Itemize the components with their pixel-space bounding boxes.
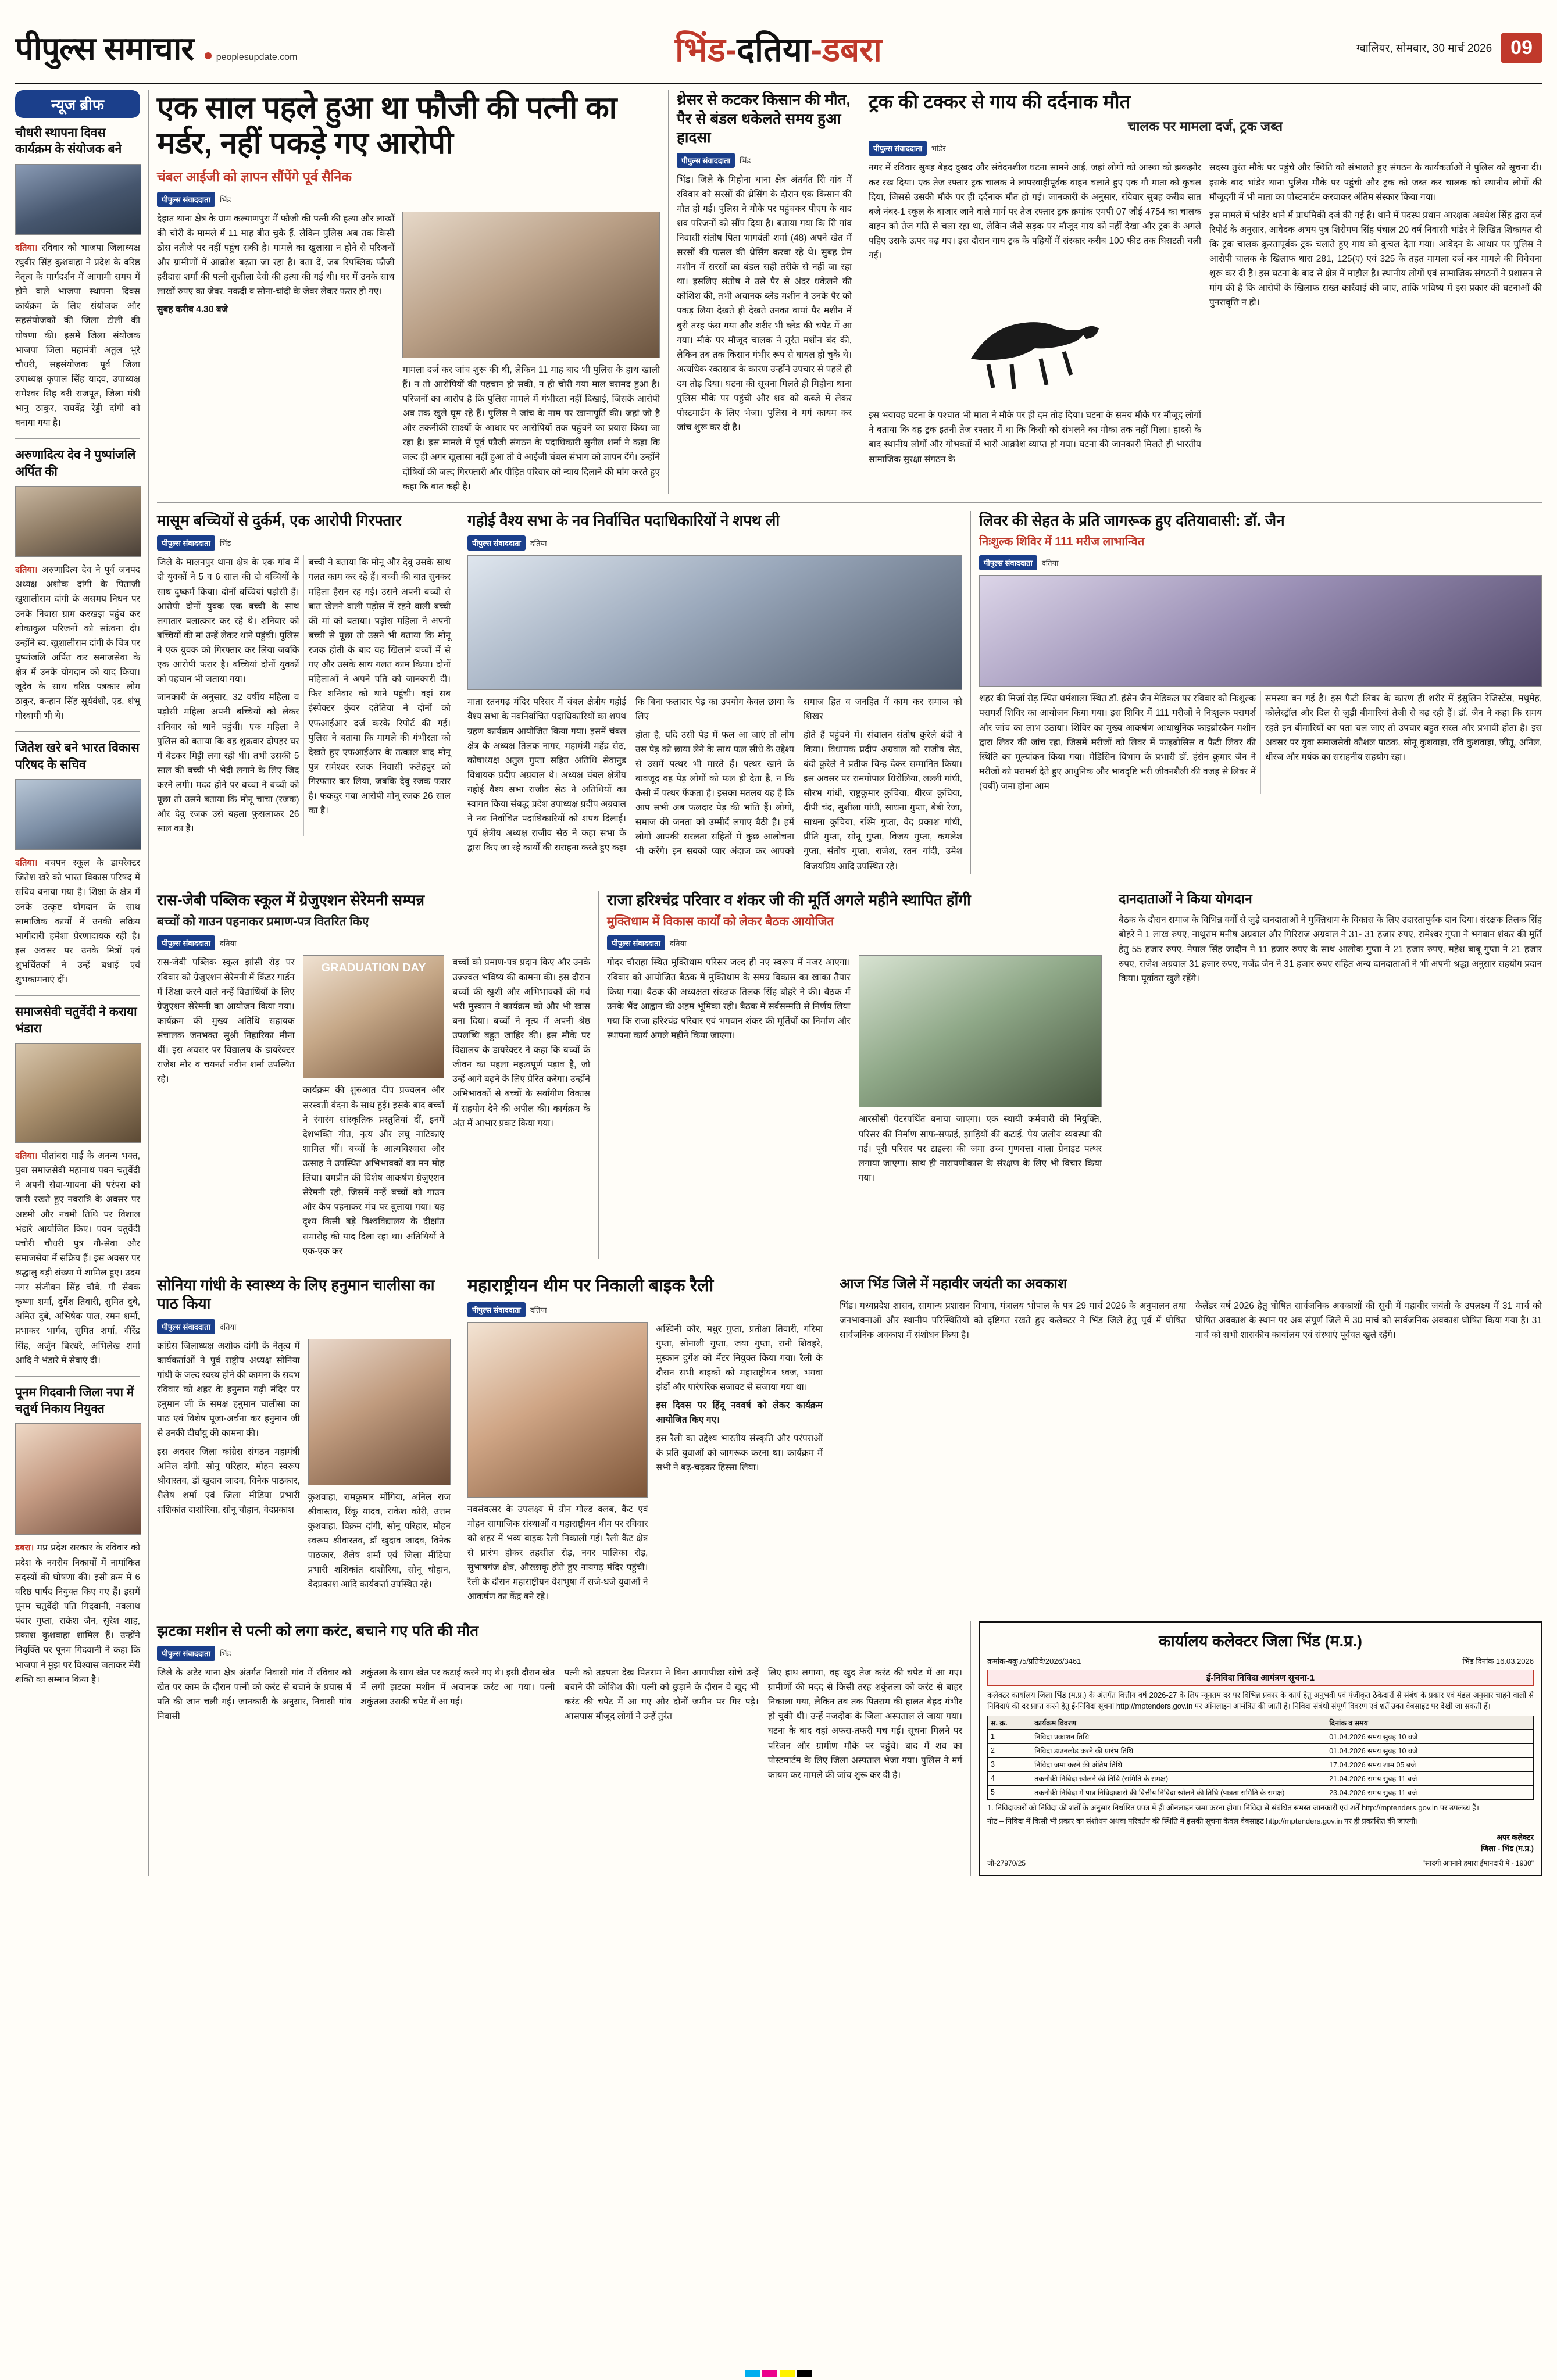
- edition-left: भिंड-: [675, 30, 737, 69]
- brief-title: जितेश खरे बने भारत विकास परिषद के सचिव: [15, 741, 140, 771]
- news-brief-column: [15, 90, 149, 1876]
- gahoi-story: [459, 511, 971, 874]
- raas-col-2: [303, 955, 445, 1258]
- byline-tag: पीपुल्स संवाददाता: [677, 153, 735, 168]
- raas-col-1: [157, 955, 295, 1258]
- cyan-swatch: [745, 2370, 760, 2377]
- tender-schedule-table: [987, 1716, 1534, 1800]
- brief-item: [15, 740, 140, 987]
- brief-city: दतिया।: [15, 564, 38, 575]
- sonia-paragraph: इस अवसर जिला कांग्रेस संगठन महामंत्री अनिल दांगी, सोनू परिहार, मोहन स्वरूप श्रीवास्तव, डॉ खुदाव जादव, विनेक पाठकार, शैलेष शर्मा एवं जिला मीडिया प्रभारी शशिकांत दाशोरिया, सोनू चौहान, वेदप्रकाश: [157, 1446, 300, 1515]
- tender-box: [979, 1621, 1542, 1876]
- brief-text: बचपन स्कूल के डायरेक्टर जितेश खरे को भारत विकास परिषद में सचिव बनाया गया है। शिक्षा के क्षेत्र में उनके उत्कृष्ट योगदान के साथ सामाजिक कार्यों में उनकी सक्रिय भागीदारी हमेशा प्रेरणादायक रही है। इस अवसर पर उनके मित्रों एवं शुभचिंतकों ने उन्हें बधाई एवं शुभकामनाएं दीं।: [15, 858, 140, 985]
- yellow-swatch: [780, 2370, 795, 2377]
- top-section: [157, 90, 1542, 494]
- magenta-swatch: [762, 2370, 777, 2377]
- cow-paragraph: सदस्य तुरंत मौके पर पहुंचे और स्थिति को संभालते हुए संगठन के कार्यकर्ताओं ने पुलिस को सूचना दी। इसके बाद भांडेर थाना पुलिस मौके पर पहुंची और ट्रक को जब्त कर चालक को स्थानीय लोगों की मौजूदगी में भी माता का पोस्टमार्टम करवाकर अंतिम संस्कार किया गया।: [1209, 163, 1542, 202]
- bike-col-1: [467, 1322, 648, 1604]
- brief-body: [15, 241, 140, 431]
- cell-sno: 1: [988, 1729, 1031, 1743]
- byline-place: दतिया: [219, 939, 237, 948]
- tender-footer: [987, 1858, 1534, 1868]
- brief-text: मप्र प्रदेश सरकार के रविवार को प्रदेश के नगरीय निकायों में नामांकित सदस्यों की घोषणा की। इसी क्रम में 6 वरिष्ठ पार्षद नियुक्त किए गए हैं। इसमें पूनम चतुर्वेदी पति गिदवानी, नवलाथ पंवार गुप्ता, राकेश जैन, सुरेश शाह, प्रकाश कुशवाहा शामिल हैं। उन्होंने नियुक्ति पर पूनम गिदवानी ने कहा कि भाजपा ने मुझ पर विश्वास जताकर मेरी शक्ति का सम्मान किया है।: [15, 1543, 140, 1685]
- edition-right: -डबरा: [810, 30, 882, 69]
- donor-headline: दानदाताओं ने किया योगदान: [1119, 891, 1252, 906]
- thresher-story: [669, 90, 860, 494]
- jhatka-col-4: [768, 1666, 962, 1782]
- table-row: [988, 1729, 1534, 1743]
- cell-sno: 4: [988, 1771, 1031, 1785]
- masthead: [15, 13, 1542, 84]
- bike-byline: [467, 1302, 823, 1317]
- lead-text-col-2: [402, 212, 660, 494]
- byline-tag: पीपुल्स संवाददाता: [467, 1302, 526, 1317]
- sonia-headline: सोनिया गांधी के स्वास्थ्य के लिए हनुमान चालीसा का पाठ किया: [157, 1275, 435, 1313]
- gahoi-photo: [467, 555, 962, 690]
- divider: [15, 1376, 140, 1377]
- third-section: [157, 891, 1542, 1259]
- raas-paragraph: बच्चों को प्रमाण-पत्र प्रदान किए और उनके उज्ज्वल भविष्य की कामना की। इस दौरान बच्चों की खुशी और अभिभावकों की गर्व भरी मुस्कान ने कार्यक्रम को और भी खास बना दिया। बच्चों ने नृत्य में अपनी श्रेष्ठ उपलब्धि बहुत जाहिर की। इस मौके पर विद्यालय के डायरेक्टर ने कहा कि बच्चों के जीवन का पहला महत्वपूर्ण पड़ाव है, जो उन्हें आगे बढ़ने के लिए प्रेरित करेगा। उन्होंने अभिभावकों से बच्चों के सर्वांगीण विकास में सहयोग देने की अपील की। कार्यक्रम के अंत में आभार प्रकट किया गया।: [452, 957, 590, 1128]
- byline-place: दतिया: [530, 539, 547, 548]
- lead-time: सुबह करीब 4.30 बजे: [157, 305, 228, 315]
- donor-paragraph: बैठक के दौरान समाज के विभिन्न वर्गों से जुड़े दानदाताओं ने मुक्तिधाम के विकास के लिए उदारतापूर्वक दान दिया। संरक्षक तिलक सिंह बोहरे ने 1 लाख रुपए, नाथूराम मनीष अग्रवाल और गिरिराज अग्रवाल ने 31- 31 हजार रुपए, रामेश्वर गुप्ता ने भगवान शंकर की मूर्ति हेतु 55 हजार रुपए, नेपाल सिंह जादौन ने 11 हजार रुपए के साथ आलोक गुप्ता ने 21 हजार रुपए, महेश बाबू गुप्ता ने 21 हजार रुपए, राजेश अग्रवाल 31 हजार रुपए, गजेंद्र जैन ने 31 हजार रुपए सहित अन्य दानदाताओं ने भी अपनी श्रद्धा अनुसार सहयोग प्रदान किया। पूर्वावत खुले रहेंगे।: [1119, 915, 1542, 984]
- raja-photo: [859, 955, 1102, 1107]
- jhatka-paragraph: शकुंतला के साथ खेत पर कटाई करने गए थे। इसी दौरान खेत में लगी झटका मशीन में अचानक करंट आ गया। पत्नी शकुंतला उसकी चपेट में आ गईं।: [360, 1668, 555, 1707]
- brief-photo: [15, 486, 141, 557]
- raas-photo: [303, 955, 445, 1078]
- publication-logo: [15, 26, 297, 70]
- cell-desc: तकनीकी निविदा खोलने की तिथि (समिति के समक्ष): [1031, 1771, 1326, 1785]
- divider: [15, 731, 140, 732]
- lead-story: [157, 90, 669, 494]
- lead-byline: [157, 192, 660, 207]
- black-swatch: [797, 2370, 812, 2377]
- issue-date: ग्वालियर, सोमवार, 30 मार्च 2026: [1356, 42, 1492, 55]
- liver-body: [979, 691, 1542, 794]
- lead-paragraph: देहात थाना क्षेत्र के ग्राम कल्याणपुरा में फौजी की पत्नी की हत्या और लाखों की चोरी के मामले में 11 माह बीत चुके हैं, लेकिन पुलिस अब तक किसी ठोस नतीजे पर नहीं पहुंच सकी है। मामले का खुलासा न होने से परिजनों और ग्रामीणों में आक्रोश बढ़ता जा रहा है। बता दें, जब रिपब्लिक फौजी हरीदास शर्मा की पत्नी सुशीला देवी की हत्या की गई थी। घर में उनके साथ लाखों रुपए का जेवर, नकदी व सोना-चांदी के जेवर लेकर फरार हो गए।: [157, 213, 395, 297]
- cell-date: 01.04.2026 समय सुबह 10 बजे: [1326, 1729, 1534, 1743]
- liver-paragraph: शहर की मिर्जा रोड़ स्थित धर्मशाला स्थित डॉ. हंसेन जैन मेडिकल पर रविवार को निःशुल्क परामर्श शिविर का आयोजन किया गया। इस शिविर में 111 मरीजों ने निःशुल्क परामर्श और जांच का लाभ उठाया। शिविर का मुख्य आकर्षण आधाधुनिक फाइब्रोस्कैन मशीन द्वारा लिवर की जांच रहा, जिसमें मरीजों को लिवर में फाइब्रोसिस व फैटी लिवर की स्थिति का मूल्यांकन किया गया। मेडिसिन विभाग के प्रभारी डॉ. हंसेन कुमार जैन ने मरीजों को परामर्श देते हुए आधुनिक और भावदृष्टि भरी जीवनशैली की वजह से लिवर में (चर्बी) जमा होना आम: [979, 694, 1256, 791]
- byline-tag: पीपुल्स संवाददाता: [157, 1646, 215, 1661]
- raas-byline: [157, 935, 590, 950]
- brief-item: [15, 1385, 140, 1687]
- cell-desc: निविदा जमा करने की अंतिम तिथि: [1031, 1757, 1326, 1771]
- gahoi-paragraph: होता है, यदि उसी पेड़ में फल आ जाएं तो लोग उस पेड़ को छाया लेने के साथ फल सीधे के उद्देश्य से उसमें पत्थर भी मारते हैं। पत्थर खाने के बावजूद वह पेड़ लोगों को फल ही देता है, न कि कैसी में पत्थर फेंकता है। इसका मतलब यह है कि आप सभी अब फलदार पेड़ की भांति हैं। लोगों, समाज की जनता को उम्मीदें लगाए बैठी है। हमें लोगों आपकी सरलता सहितों में कुछ आलोचना भी करेंगे। इन सबको प्यार अंदाज कर आपको समाज हित व जनहित में काम कर समाज को शिखर: [635, 697, 962, 857]
- mahavir-paragraph: कैलेंडर वर्ष 2026 हेतु घोषित सार्वजनिक अवकाशों की सूची में महावीर जयंती के उपलक्ष्य में 31 मार्च को घोषित अवकाश के स्थान पर अब संपूर्ण जिले में 30 मार्च को सार्वजनिक अवकाश घोषित किया गया है। 31 मार्च को सभी शासकीय कार्यालय एवं संस्थाएं पूर्ववत खुले रहेंगे।: [1195, 1300, 1542, 1340]
- edition-mid: दतिया: [737, 30, 811, 69]
- byline-place: दतिया: [669, 939, 687, 948]
- jhatka-paragraph: जिले के अटेर थाना क्षेत्र अंतर्गत निवासी गांव में रविवार को खेत पर काम के दौरान पत्नी को करंट से बचाने के प्रयास में पति की जान चली गई। जानकारी के अनुसार, निवासी गांव निवासी: [157, 1668, 352, 1722]
- sonia-byline: [157, 1319, 451, 1334]
- cow-subhead: चालक पर मामला दर्ज, ट्रक जब्त: [1127, 118, 1283, 134]
- byline-place: दतिया: [530, 1305, 547, 1314]
- cell-desc: तकनीकी निविदा में पात्र निविदाकारों की वित्तीय निविदा खोलने की तिथि (पात्रता समिति के समक्ष): [1031, 1785, 1326, 1799]
- lead-headline: एक साल पहले हुआ था फौजी की पत्नी का मर्डर, नहीं पकड़े गए आरोपी: [157, 91, 617, 161]
- bike-photo: [467, 1322, 648, 1498]
- tender-note-2: नोट – निविदा में किसी भी प्रकार का संशोधन अथवा परिवर्तन की स्थिति में इसकी सूचना केवल वेबसाइट http://mptenders.gov.in पर ही प्रकाशित की जाएगी।: [987, 1817, 1419, 1825]
- raas-paragraph: रास-जेबी पब्लिक स्कूल झांसी रोड़ पर रविवार को ग्रेजुएशन सेरेमनी में किंडर गार्डन में शिक्षा करने वाले नन्हें विद्यार्थियों के लिए ग्रेजुएशन सेरेमनी का आयोजन किया गया। कार्यक्रम की मुख्य अतिथि सहायक संचालक जनभक्त सुश्री निहारिका मीना थीं। इस अवसर पर विद्यालय के डायरेक्टर राजेश मोर व चयनर्त नवीन शर्मा उपस्थित रहे।: [157, 957, 295, 1085]
- cow-story: [860, 90, 1542, 494]
- th-sno: स. क्र.: [988, 1716, 1031, 1729]
- tender-etender-band: ई-निविदा निविदा आमंत्रण सूचना-1: [987, 1670, 1534, 1686]
- gahoi-headline: गहोई वैश्य सभा के नव निर्वाचित पदाधिकारियों ने शपथ ली: [467, 511, 780, 529]
- main-content: [149, 90, 1542, 1876]
- brief-item: [15, 447, 140, 723]
- lead-photo: [402, 212, 660, 358]
- masoom-paragraph: जिले के मालनपुर थाना क्षेत्र के एक गांव में दो युवकों ने 5 व 6 साल की दो बच्चियों के साथ दुष्कर्म किया। दोनों बच्चियां पड़ोसी हैं। आरोपी दोनों युवक एक बच्ची के साथ लगातार बलात्कार कर रहे थे। शनिवार को बच्चियों की मां उन्हें लेकर थाने पहुंची। पुलिस ने एक युवक को गिरफ्तार कर लिया जबकि एक आरोपी फरार है। बच्चियां दोनों युवकों को पहचान भी जताया गया।: [157, 558, 299, 685]
- tender-sign-title: अपर कलेक्टर: [1497, 1832, 1534, 1842]
- brief-photo: [15, 164, 141, 235]
- sonia-paragraph: कांग्रेस जिलाध्यक्ष अशोक दांगी के नेतृत्व में कार्यकर्ताओं ने पूर्व राष्ट्रीय अध्यक्ष सोनिया गांधी के जल्द स्वस्थ होने की कामना के सदभ रविवार को शहर के हनुमान गढ़ी मंदिर पर हनुमान जी के समक्ष हनुमान चालीसा का पाठ एवं विशेष पूजा-अर्चना कर हनुमान जी से उनकी दीर्घायु की कामना की।: [157, 1341, 300, 1439]
- gahoi-byline: [467, 535, 962, 551]
- thresher-byline: [677, 153, 852, 168]
- table-row: [988, 1771, 1534, 1785]
- bike-story: [459, 1275, 831, 1604]
- lead-paragraph: मामला दर्ज कर जांच शुरू की थी, लेकिन 11 माह बाद भी पुलिस के हाथ खाली हैं। न तो आरोपियों की पहचान हो सकी, न ही चोरी गया माल बरामद हुआ है। परिजनों का आरोप है कि पुलिस मामले में गंभीरता नहीं दिखाई, जिसके आरोपी अब तक खुले घूम रहे हैं। पुलिस ने जांच के नाम पर खानापूर्ति की। जहां जो है और तकनीकी साक्ष्यों के आधार पर आरोपियों तक पहुंचने का प्रयास किया जा रहा है। इस मामले में पूर्व फौजी संगठन के पदाधिकारी सुनील शर्मा ने कहा कि जल्द ही अगर खुलासा नहीं हुआ तो वे आईजी चंबल संभाग को ज्ञापन देंगे। उन्होंने दोषियों की जल्द गिरफ्तारी और पीड़ित परिवार को न्याय दिलाने की मांग करते हुए कहा कि बात कही है।: [402, 364, 660, 492]
- raas-paragraph: कार्यक्रम की शुरुआत दीप प्रज्वलन और सरस्वती वंदना के साथ हुई। इसके बाद बच्चों ने रंगारंग सांस्कृतिक प्रस्तुतियां दीं, इनमें देशभक्ति गीत, नृत्य और लघु नाटिकाएं शामिल थीं। बच्चों के आत्मविश्वास और उत्साह ने उपस्थित अभिभावकों का मन मोह लिया। यमप्रीत की विशेष आकर्षण ग्रेजुएशन सेरेमनी रही, जिसमें नन्हें बच्चों को गाउन और कैप पहनाकर मंच पर बुलाया गया। यह दृश्य किसी बड़े विश्वविद्यालय के दीक्षांत समारोह की याद दिला रहा था। अतिथियों ने एक-एक कर: [302, 1085, 445, 1256]
- brief-photo: [15, 779, 141, 850]
- brief-item: [15, 1004, 140, 1368]
- mahavir-story: [831, 1275, 1542, 1604]
- divider: [157, 502, 1542, 503]
- bike-paragraph: नवसंवत्सर के उपलक्ष्य में ग्रीन गोल्ड क्लब, कैंट एवं मोहन सामाजिक संस्थाओं व महाराष्ट्रीयन थीम पर रविवार को शहर में भव्य बाइक रैली निकाली गई। रैली कैंट क्षेत्र से प्रारंभ होकर तहसील रोड़, नगर पालिका रोड़, सुभाषगंज क्षेत्र, औरछाकृ होते हुए नायगढ़ मंदिर पहुंची। रैली के दौरान महाराष्ट्रीयन वेशभूषा में सजे-धजे युवाओं ने आकर्षण का केंद्र बने रहे।: [467, 1504, 648, 1602]
- byline-tag: पीपुल्स संवाददाता: [157, 1319, 215, 1334]
- tender-note-1: 1. निविदाकारों को निविदा की शर्तों के अनुसार निर्धारित प्रपत्र में ही ऑनलाइन जमा करना होगा। निविदा से संबंधित समस्त जानकारी एवं शर्तें http://mptenders.gov.in पर उपलब्ध हैं।: [987, 1803, 1479, 1812]
- lead-subhead: चंबल आईजी को ज्ञापन सौंपेंगे पूर्व सैनिक: [157, 169, 352, 184]
- masoom-body: [157, 555, 451, 836]
- liver-paragraph: समस्या बन गई है। इस फैटी लिवर के कारण ही शरीर में इंसुलिन रेजिस्टेंस, मधुमेह, कोलेस्ट्रॉल और दिल से जुड़ी बीमारियां तेजी से बढ़ रही हैं। डॉ. जैन ने कहा कि समय रहते इन बीमारियों का पता चल जाए तो उपचार बहुत सरल और प्रभावी होता है। इस अवसर पर युवा समाजसेवी कौशल पाठक, सोनू कुशवाहा, रवि कुशवाहा, जीतू, अनिल, धीरज और मयंक का सराहनीय सहयोग रहा।: [1265, 694, 1542, 762]
- brief-photo: [15, 1043, 141, 1143]
- tender-office-title: कार्यालय कलेक्टर जिला भिंड (म.प्र.): [1158, 1632, 1362, 1650]
- byline-tag: पीपुल्स संवाददाता: [467, 535, 526, 551]
- jhatka-col-2: [360, 1666, 555, 1782]
- byline-place: दतिया: [219, 1322, 237, 1331]
- tender-sign-office: जिला - भिंड (म.प्र.): [1481, 1844, 1534, 1853]
- gahoi-paragraph: होते हैं पहुंचने में। संचालन संतोष कुरेले बंदी ने किया। विधायक प्रदीप अग्रवाल को राजीव सेठ, बंदी कुरेले ने प्रतीक चिन्ह देकर सम्मानित किया। इस अवसर पर रामगोपाल धिरोलिया, लल्ली गांधी, सौरभ गांधी, राष्ट्रकुमार कुचिया, धीरज कुचिया, दीपी चंद, सुशीला गांधी, साधना गुप्ता, बेबी रेजा, साधना कुचिया, रश्मि गुप्ता, वेद प्रकाश गांधी, प्रीति गुप्ता, सोनू गुप्ता, विजय गुप्ता, कमलेश गुप्ता, संतोष गुप्ता, राजेश, रतन गांदी, उमेश विजयप्रिय आदि उपस्थित रहे।: [804, 730, 962, 871]
- news-brief-header: न्यूज ब्रीफ: [15, 90, 140, 118]
- raja-paragraph: आरसीसी पेटरपथिंत बनाया जाएगा। एक स्थायी कर्मचारी की नियुक्ति, परिसर की निर्माण साफ-सफाई, झाड़ियों की कटाई, पेय जलीय व्यवस्था की गई। पूरी परिसर पर टाइल्स की जमा उच्च गुणवत्ता वाला ग्रेनाइट पत्थर लगाया जाएगा। साथ ही नारायणीकास के संरक्षण के लिए भी विचार किया गया।: [858, 1114, 1102, 1183]
- gahoi-body: [467, 695, 962, 873]
- brief-city: दतिया।: [15, 242, 38, 253]
- cow-headline: ट्रक की टक्कर से गाय की दर्दनाक मौत: [869, 91, 1131, 112]
- cell-desc: निविदा डाउनलोड करने की प्रारंभ तिथि: [1031, 1743, 1326, 1757]
- cell-desc: निविदा प्रकाशन तिथि: [1031, 1729, 1326, 1743]
- byline-place: भिंड: [219, 1649, 231, 1658]
- cell-sno: 2: [988, 1743, 1031, 1757]
- cow-illustration: [869, 263, 1201, 408]
- raja-byline: [607, 935, 1102, 950]
- masthead-right: [1356, 33, 1542, 63]
- cell-sno: 5: [988, 1785, 1031, 1799]
- cell-date: 01.04.2026 समय सुबह 10 बजे: [1326, 1743, 1534, 1757]
- raas-subhead: बच्चों को गाउन पहनाकर प्रमाण-पत्र वितरित किए: [157, 915, 369, 929]
- tender-code: जी-27970/25: [987, 1859, 1026, 1867]
- lead-text-col-1: [157, 212, 394, 494]
- fifth-section: [157, 1621, 1542, 1876]
- brief-city: डबरा।: [15, 1543, 34, 1553]
- cell-date: 23.04.2026 समय सुबह 11 बजे: [1326, 1785, 1534, 1799]
- graduation-banner: GRADUATION DAY: [321, 962, 426, 975]
- jhatka-byline: [157, 1646, 962, 1661]
- cow-paragraph: इस भयावह घटना के पश्चात भी माता ने मौके पर ही दम तोड़ दिया। घटना के समय मौके पर मौजूद लोगों ने बताया कि वह ट्रक इतनी तेज रफ्तार में था कि किसी को संभलने का मौका तक नहीं मिला। हादसे के बाद स्थानीय लोगों और गोभक्तों में भारी आक्रोश व्याप्त हो गया। घटना की जानकारी मिलते ही भारतीय सामाजिक सुरक्षा संगठन के: [869, 410, 1201, 464]
- tender-intro: कलेक्टर कार्यालय जिला भिंड (म.प्र.) के अंतर्गत वित्तीय वर्ष 2026-27 के लिए न्यूनतम दर पर विभिन्न प्रकार के कार्य हेतु अनुभवी एवं पंजीकृत ठेकेदारों से संबंध के प्रकार एवं मंडल अनुसार चाहने वालों से निविदाएं की दर प्राप्त करने हेतु ई-निविदा सूचना http://mptenders.gov.in पर ऑनलाइन आमंत्रित की जाती है। निविदा संबंधी संपूर्ण विवरण एवं शर्तें उक्त वेबसाइट पर देखी जा सकती हैं।: [987, 1690, 1534, 1710]
- raas-col-3: [452, 955, 590, 1258]
- brief-body: [15, 856, 140, 987]
- masoom-story: [157, 511, 459, 874]
- logo-text: पीपुल्स समाचार: [15, 30, 194, 67]
- mahavir-headline: आज भिंड जिले में महावीर जयंती का अवकाश: [840, 1275, 1067, 1292]
- sonia-story: [157, 1275, 459, 1604]
- table-row: [988, 1757, 1534, 1771]
- cell-date: 17.04.2026 समय शाम 05 बजे: [1326, 1757, 1534, 1771]
- thresher-headline: थ्रेसर से कटकर किसान की मौत, पैर से बंडल धकेलते समय हुआ हादसा: [677, 91, 851, 146]
- sonia-photo: [308, 1339, 451, 1485]
- tender-advertisement: [971, 1621, 1542, 1876]
- brief-city: दतिया।: [15, 1150, 38, 1161]
- liver-photo: [979, 575, 1542, 687]
- donor-story: [1110, 891, 1542, 1259]
- raja-paragraph: गोदर चौराहा स्थित मुक्तिधाम परिसर जल्द ही नए स्वरूप में नजर आएगा। रविवार को आयोजित बैठक में मुक्तिधाम के समग्र विकास का खाका तैयार किया गया। बैठक की अध्यक्षता संरक्षक तिलक सिंह बोहरे ने की। बैठक में उनके भैंद आह्वान की अहम भूमिका रही। बैठक में सर्वसम्मति से निर्णय लिया गया कि राजा हरिश्चंद्र परिवार एवं भगवान शंकर की मूर्तियों का निर्माण और स्थापना कार्य अगले महीने किया जाएगा।: [607, 957, 851, 1041]
- sonia-col-1: [157, 1339, 300, 1592]
- raja-subhead: मुक्तिधाम में विकास कार्यों को लेकर बैठक आयोजित: [607, 915, 834, 929]
- byline-place: भिंड: [739, 156, 751, 165]
- bullet-icon: [205, 52, 212, 59]
- byline-tag: पीपुल्स संवाददाता: [157, 535, 215, 551]
- byline-place: भिंड: [219, 195, 231, 204]
- bike-paragraph: अश्विनी कौर, मधुर गुप्ता, प्रतीक्षा तिवारी, गरिमा गुप्ता, सोनाली गुप्ता, जया गुप्ता, रानी शिवहरे, मुस्कान दुर्गेश को मेंटर नियुक्त किया गया। रैली के दौरान सभी बाइकों को महाराष्ट्रीयन ध्वज, भगवा झंडों और पारंपरिक सजावट से सजाया गया था।: [656, 1324, 823, 1393]
- divider: [15, 995, 140, 996]
- thresher-paragraph: भिंड। जिले के मिहोना थाना क्षेत्र अंतर्गत रिी गांव में रविवार को सरसों की थ्रेसिंग के दौरान एक किसान की मौत हो गई। पुलिस ने मौके पर पहुंचकर पीएम के बाद शव परिजनों को सौंप दिया है। बताया गया कि रिी गांव निवासी संतोष पिता भागवंती शर्मा (48) अपने खेत में सरसों की फसल की थ्रेसिंग करवा रहे थे। सुबह प्रेम मशीन में सरसों का बंडल सही तरीके से नहीं जा रहा था। इसलिए संतोष ने उसे पैर से अंदर धकेलने की कोशिश की, तभी अचानक ब्लेड मशीन ने उनके पैर को पकड़ लिया देखते ही देखते उनका बायां पैर मशीन में बुरी तरह फंस गया और शरीर भी ब्लेड की चपेट में आ गया। मौके पर मौजूद चालक ने तुरंत मशीन बंद की, लेकिन तब तक किसान गंभीर रूप से घायल हो चुके थे। अत्यधिक रक्तस्राव के कारण उन्होंने उपचार से पहले ही दम तोड़ दिया। घटना की सूचना मिलते ही मिहोना थाना पुलिस मौके पर पहुंची और शव को कब्जे में लेकर पोस्टमार्टम के लिए भेजा। पुलिस ने मर्ग कायम कर जांच शुरू कर दी है।: [677, 174, 852, 433]
- edition-title: [675, 25, 882, 71]
- sonia-col-2: [308, 1339, 451, 1592]
- logo-website: peoplesupdate.com: [205, 52, 298, 62]
- cow-illustration-svg: [954, 277, 1116, 394]
- tender-slogan: "सादगी अपनाने हमारा ईमानदारी में - 1930": [1422, 1859, 1534, 1867]
- brief-body: [15, 1541, 140, 1686]
- raas-headline: रास-जेबी पब्लिक स्कूल में ग्रेजुएशन सेरेमनी सम्पन्न: [157, 891, 425, 909]
- cell-sno: 3: [988, 1757, 1031, 1771]
- byline-tag: पीपुल्स संवाददाता: [607, 935, 665, 950]
- brief-title: अरुणादित्य देव ने पुष्पांजलि अर्पित की: [15, 448, 136, 478]
- brief-city: दतिया।: [15, 858, 38, 869]
- th-date: दिनांक व समय: [1326, 1716, 1534, 1729]
- cow-paragraph: नगर में रविवार सुबह बेहद दुखद और संवेदनशील घटना सामने आई, जहां लोगों को आस्था को झकझोर कर रख दिया। एक तेज रफ्तार ट्रक चालक ने लापरवाहीपूर्वक वाहन चलाते हुए एक गौ माता को कुचल दिया, जिससे उसकी मौके पर ही दर्दनाक मौत हो गई। जानकारी के अनुसार, रविवार सुबह करीब सात बजे नंबर-1 स्कूल के बाजार जाने वाले मार्ग पर तेज रफ्तार ट्रक क्रमांक एमपी 07 जीई 4754 का चालक वाहन को तेज गति से चला रहा था, लेकिन जैसे सड़क पर मौजूद गाय को नहीं देखा और ट्रक के अगले पहिए उसके ऊपर चढ़ गए। इस दौरान गाय ट्रक के पहियों में संस्कार करीब 100 फीट तक घिसटती चली गई।: [869, 163, 1201, 261]
- liver-subhead: निःशुल्क शिविर में 111 मरीज लाभान्वित: [979, 535, 1145, 549]
- byline-tag: पीपुल्स संवाददाता: [869, 141, 927, 156]
- raja-headline: राजा हरिश्चंद्र परिवार व शंकर जी की मूर्ति अगले महीने स्थापित होंगी: [607, 891, 971, 909]
- jhatka-col-3: [565, 1666, 759, 1782]
- th-desc: कार्यक्रम विवरण: [1031, 1716, 1326, 1729]
- liver-byline: [979, 555, 1542, 570]
- masoom-paragraph: जानकारी के अनुसार, 32 वर्षीय महिला व पड़ोसी महिला अपनी बच्चियों को लेकर शनिवार को थाने पहुंची। एक महिला ने पुलिस को बताया कि वह शुक्रवार दोपहर घर में बेटकर मिट्टी लगा रही थी। तभी उसकी 5 साल की बच्ची भी भेदी लगाने के लिए जिद करने लगी। मदद होने पर बच्चा ने बच्ची को पूछा तो उसने बताया कि मोनू चाचा (रजक) और देवु रजक उसे बहला फुसलाकर 26 साल का है।: [157, 692, 299, 834]
- jhatka-story: [157, 1621, 971, 1876]
- masoom-headline: मासूम बच्चियों से दुर्कर्म, एक आरोपी गिरफ्तार: [157, 511, 402, 529]
- brief-item: [15, 125, 140, 430]
- cow-paragraph: इस मामले में भांडेर थाने में प्राथमिकी दर्ज की गई है। थाने में पदस्थ प्रधान आरक्षक अवधेश सिंह द्वारा दर्ज रिपोर्ट के अनुसार, आवेदक अभय पुत्र शिरोमण सिंह पंचाल 20 वर्ष निवासी भांडेर ने लिखित शिकायत दी कि ट्रक चालक क्रूरतापूर्वक ट्रक चलाते हुए गाय को कुचल देता गया। आवेदन के आधार पर पुलिस ने आरोपी चालक के खिलाफ धारा 281, 125(ए) एवं 325 के तहत मामला दर्ज कर मामले की विवेचना शुरू कर दी है। इस घटना के बाद से क्षेत्र में माहौल है। स्थानीय लोगों एवं सामाजिक संगठनों ने प्रशासन से मांग की है कि आरोपी के खिलाफ सख्त कार्रवाई की जाए, ताकि भविष्य में इस प्रकार की घटनाओं की पुनरावृत्ति न हो।: [1209, 210, 1542, 308]
- second-section: [157, 511, 1542, 874]
- raja-story: [599, 891, 1110, 1259]
- table-row: [988, 1785, 1534, 1799]
- tender-signature: [987, 1832, 1534, 1854]
- table-row: [988, 1743, 1534, 1757]
- page-grid: [15, 90, 1542, 1876]
- brief-text: पीतांबरा माई के अनन्य भक्त, युवा समाजसेवी महानाथ पवन चतुर्वेदी ने अपनी सेवा-भावना की परंपरा को जारी रखते हुए नवरात्रि के अवसर पर अष्टमी और नवमी तिथि पर विशाल भंडारे आयोजित किए। पवन चतुर्वेदी पचोरी चौधरी पुत्र गौ-सेवा और समाजसेवा में सक्रिय हैं। इस अवसर पर श्रद्धालु बड़ी संख्या में शामिल हुए। उदय नगर संजीवन सिंह चौबे, गौ सेवक कृष्णा शर्मा, दुर्गेश तिवारी, सुमित दुबे, अमित दुबे, अभिषेक पाल, रमन शर्मा, प्रभाकर भार्गव, सुमित शर्मा, वीरेंद्र सिंह, अर्जुन बिरथरे, अभिलेख शर्मा आदि ने भंडारे में सेवाएं दीं।: [15, 1150, 141, 1366]
- brief-title: समाजसेवी चतुर्वेदी ने कराया भंडारा: [15, 1005, 137, 1035]
- brief-body: [15, 1149, 140, 1368]
- raas-story: [157, 891, 599, 1259]
- bike-headline: महाराष्ट्रीयन थीम पर निकाली बाइक रैली: [467, 1275, 714, 1295]
- mahavir-body: [840, 1299, 1542, 1344]
- divider: [15, 438, 140, 439]
- liver-headline: लिवर की सेहत के प्रति जागरूक हुए दतियावासी: डॉ. जैन: [979, 511, 1285, 529]
- byline-place: दतिया: [1041, 559, 1059, 568]
- tender-crmank: क्रमांक-बकू./5/प्रतिवे/2026/3461: [987, 1656, 1081, 1666]
- masoom-byline: [157, 535, 451, 551]
- fourth-section: [157, 1275, 1542, 1604]
- brief-photo: [15, 1423, 141, 1535]
- mahavir-paragraph: भिंड। मध्यप्रदेश शासन, सामान्य प्रशासन विभाग, मंत्रालय भोपाल के पत्र 29 मार्च 2026 के अनुपालन तथा जनभावनाओं और स्थानीय परिस्थितियों को दृष्टिगत रखते हुए कलेक्टर ने भिंड जिले हेतु पूर्व में घोषित सार्वजनिक अवकाश में संशोधन किया है।: [840, 1300, 1186, 1340]
- bike-col-2: [656, 1322, 823, 1604]
- brief-title: पूनम गिदवानी जिला नपा में चतुर्थ निकाय नियुक्त: [15, 1385, 134, 1416]
- brief-title: चौधरी स्थापना दिवस कार्यक्रम के संयोजक बने: [15, 126, 122, 156]
- brief-text: रविवार को भाजपा जिलाध्यक्ष रघुवीर सिंह कुशवाहा ने प्रदेश के वरिष्ठ नेतृत्व के मार्गदर्शन में आगामी समय में होने वाले भाजपा स्थापना दिवस कार्यक्रम के लिए संयोजक और सहसंयोजकों की जिला टोली की घोषणा की। इसमें जिला संयोजक भाजपा जिला महामंत्री अतुल भूरे चौधरी, सहसंयोजक पूर्व जिला उपाध्यक्ष कृपाल सिंह यादव, उपाध्यक्ष रामेश्वर सिंह बरी राजपूत, जिला मंत्री भानु ठाकुर, राघवेंद्र रेड्डी दांगी को बनाया गया है।: [15, 242, 141, 428]
- jhatka-paragraph: पत्नी को तड़पता देख पितराम ने बिना आगापीछा सोचे उन्हें बचाने की कोशिश की। पत्नी को छुड़ाने के दौरान वे खुद भी करंट की चपेट में आ गए और दोनों जमीन पर गिर पड़े। आसपास मौजूद लोगों ने उन्हें तुरंत: [564, 1668, 759, 1722]
- masoom-paragraph: बच्ची ने बताया कि मोनू और देवु उसके साथ गलत काम कर रहे हैं। बच्ची की बात सुनकर महिला हैरान रह गई। उसने अपनी बच्ची से बात खेलने वाली पड़ोस में रहने वाली बच्ची की मां को बताया। पड़ोस महिला ने अपनी बच्ची से पूछा तो उसने भी बताया कि मोनू रजक होती के बाद वह खिलाने बच्चों में से गए और उसके साथ गलत काम किया। दोनों महिलाओं ने अपने पति को जानकारी दी। फिर शनिवार को थाने पहुंची। वहां सब इंस्पेक्टर कुंवर दतेतिया ने दोनों को एफआईआर दर्ज करके रिपोर्ट की गई। पुलिस ने बताया कि मामले की गंभीरता को देखते हुए एफआईआर के तत्काल बाद मोनू पुत्र रामेश्वर रजक निवासी फतेहपुर को गिरफ्तार कर लिया, जबकि देवु रजक फरार है। फकदुर गया आरोपी मोनू रजक 26 साल का है।: [308, 558, 451, 816]
- bike-paragraph: इस दिवस पर हिंदू नववर्ष को लेकर कार्यक्रम आयोजित किए गए।: [656, 1400, 823, 1425]
- cell-date: 21.04.2026 समय सुबह 11 बजे: [1326, 1771, 1534, 1785]
- gahoi-paragraph: माता रतनगढ़ मंदिर परिसर में चंबल क्षेत्रीय गहोई वैश्य सभा के नवनिर्वाचित पदाधिकारियों का शपथ ग्रहण कार्यक्रम आयोजित किया गया। इसमें चंबल क्षेत्र के अध्यक्ष तिलक नागर, महामंत्री महेंद्र सेठ, कोषाध्यक्ष अतुल गुप्ता सहित अतिथि सेवानुड विधायक प्रदीप अग्रवाल थे। अध्यक्ष चंबल क्षेत्रीय गहोई वैश्य सभा राजीव सेठ ने अतिथियों का स्वागत किया संबद्ध प्रदेश उपाध्यक्ष प्रदीप अग्रवाल ने नव निर्वाचित पदाधिकारियों को शपथ दिलाई। पूर्व क्षेत्रीय अध्यक्ष राजीव सेठ ने कहा सभा के द्वारा किए जा रहे कार्यों की सराहना करते हुए कहा कि बिना फलादार पेड़ का उपयोग केवल छाया के लिए: [467, 697, 794, 853]
- cow-col-2: [1209, 160, 1542, 466]
- raja-col-1: [607, 955, 851, 1185]
- brief-body: [15, 563, 140, 723]
- table-header-row: [988, 1716, 1534, 1729]
- page-number: 09: [1501, 33, 1542, 63]
- jhatka-col-1: [157, 1666, 351, 1782]
- cow-byline: [869, 141, 1542, 156]
- tender-place-date: भिंड दिनांक 16.03.2026: [1462, 1656, 1534, 1666]
- tender-meta: [987, 1656, 1534, 1666]
- bike-paragraph: इस रैली का उद्देश्य भारतीय संस्कृति और परंपराओं के प्रति युवाओं को जागरूक करना था। कार्यक्रम में सभी ने बढ़-चढ़कर हिस्सा लिया।: [656, 1433, 823, 1473]
- sonia-paragraph: कुशवाहा, रामकुमार मोंगिया, अनिल राज श्रीवास्तव, रिंकू यादव, राकेश कोरी, उत्तम कुशवाहा, विक्रम दांगी, सोनू परिहार, मोहन स्वरूप श्रीवास्तव, डॉ खुदाव जादव, विनेक पाठकार, शैलेष शर्मा एवं जिला मीडिया प्रभारी शशिकांत दाशोरिया, सोनू चौहान, वेदप्रकाश आदि कार्यकर्ता उपस्थित रहे।: [308, 1492, 451, 1590]
- byline-tag: पीपुल्स संवाददाता: [157, 192, 215, 207]
- raja-col-2: [859, 955, 1102, 1185]
- jhatka-headline: झटका मशीन से पत्नी को लगा करंट, बचाने गए पति की मौत: [157, 1621, 479, 1639]
- cow-col-1: [869, 160, 1201, 466]
- byline-tag: पीपुल्स संवाददाता: [979, 555, 1037, 570]
- cmyk-registration-bar: [745, 2370, 812, 2377]
- byline-place: भिंड: [219, 539, 231, 548]
- byline-place: भांडेर: [931, 144, 946, 153]
- byline-tag: पीपुल्स संवाददाता: [157, 935, 215, 950]
- jhatka-paragraph: लिए हाथ लगाया, वह खुद तेज करंट की चपेट में आ गए। ग्रामीणों की मदद से किसी तरह शकुंतला को करंट से बाहर निकाला गया, लेकिन तब तक पितराम की हालत बेहद गंभीर हो चुकी थी। उन्हें नजदीक के जिला अस्पताल ले जाया गया। घटना के बाद वहां अफरा-तफरी मच गई। सूचना मिलने पर परिजन और ग्रामीण मौके पर पहुंचे। बाद में शव का पोस्टमार्टम के लिए जिला अस्पताल भेजा गया। पुलिस ने मर्ग कायम कर मामले की जांच शुरू कर दी है।: [767, 1668, 962, 1780]
- liver-story: [971, 511, 1542, 874]
- brief-text: अरुणादित्य देव ने पूर्व जनपद अध्यक्ष अशोक दांगी के पिताजी खुशालीराम दांगी के असमय निधन पर उनके निवास ग्राम करखइा पहुंच कर शोकाकुल परिजनों को सांत्वना दी। उन्होंने स्व. खुशालीराम दांगी के चित्र पर पुष्पांजलि अर्पित कर समाजसेवा के क्षेत्र में उनके योगदान को याद किया। जूदेव के साथ वरिष्ठ पत्रकार लोग ठाकुर, कन्हान सिंह सूर्यवंशी, एड. शंभू गोस्वामी भी थे।: [15, 564, 140, 721]
